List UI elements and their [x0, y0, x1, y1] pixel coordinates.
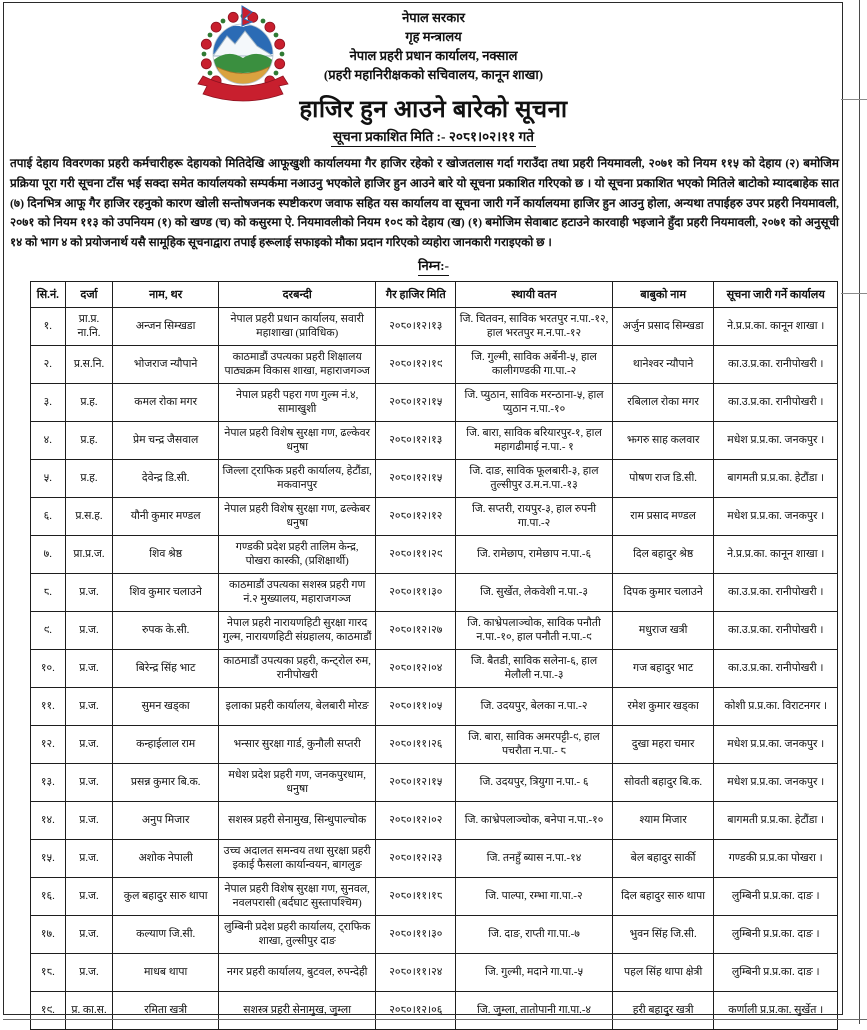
cell-father_name: गज बहादुर भाट [612, 649, 714, 687]
cell-posting: गण्डकी प्रदेश प्रहरी तालिम केन्द्र, पोखरा कास्की, (प्रशिक्षार्थी) [219, 535, 376, 573]
personnel-table [30, 281, 838, 1030]
cell-issuing_office: लुम्बिनी प्र.प्र.का. दाङ । [714, 953, 838, 991]
cell-sn: ५. [31, 459, 66, 497]
cell-posting: जिल्ला ट्राफिक प्रहरी कार्यालय, हेटौंडा, मकवानपुर [219, 459, 376, 497]
cell-issuing_office: ने.प्र.प्र.का. कानून शाखा । [714, 307, 838, 345]
cell-absent_date: २०८०।१२।१३ [376, 307, 456, 345]
cell-name: कमल रोका मगर [113, 383, 219, 421]
cell-sn: १०. [31, 649, 66, 687]
cell-name: बिरेन्द्र सिंह भाट [113, 649, 219, 687]
cell-father_name: दिपक कुमार चलाउने [612, 573, 714, 611]
scan-edge-line [859, 0, 861, 1024]
table-row [31, 915, 838, 953]
table-row [31, 763, 838, 801]
cell-issuing_office: ने.प्र.प्र.का. कानून शाखा । [714, 535, 838, 573]
cell-father_name: राम प्रसाद मण्डल [612, 497, 714, 535]
header-row [31, 281, 838, 307]
cell-posting: नेपाल प्रहरी विशेष सुरक्षा गण, ढल्केवर धनुषा [219, 421, 376, 459]
table-row [31, 687, 838, 725]
cell-permanent_address: जि. प्युठान, साविक मरन्ठाना-५, हाल प्युठान न.पा.-१० [456, 383, 613, 421]
office-name: नेपाल प्रहरी प्रधान कार्यालय, नक्साल [349, 48, 518, 63]
table-row [31, 345, 838, 383]
cell-posting: भन्सार सुरक्षा गार्ड, कुनौली सप्तरी [219, 725, 376, 763]
cell-name: कन्हाईलाल राम [113, 725, 219, 763]
personnel-table-body [31, 307, 838, 1029]
cell-rank: प्र.स.ह. [65, 497, 113, 535]
cell-permanent_address: जि. जुम्ला, तातोपानी गा.पा.-४ [456, 991, 613, 1029]
cell-rank: प्र.ह. [65, 383, 113, 421]
cell-name: प्रेम चन्द्र जैसवाल [113, 421, 219, 459]
cell-permanent_address: जि. काभ्रेपलाञ्चोक, बनेपा न.पा.-१० [456, 801, 613, 839]
table-row [31, 953, 838, 991]
cell-posting: सशस्त्र प्रहरी सेनामुख, सिन्धुपाल्चोक [219, 801, 376, 839]
cell-father_name: दिल बहादुर सारु थापा [612, 877, 714, 915]
cell-issuing_office: कर्णाली प्र.प्र.का. सुर्खेत । [714, 991, 838, 1029]
ministry-name: गृह मन्त्रालय [405, 29, 462, 44]
cell-sn: १५. [31, 839, 66, 877]
published-date: सूचना प्रकाशित मिति :- २०८१।०२।११ गते [331, 127, 536, 147]
cell-sn: ८. [31, 573, 66, 611]
cell-name: कुल बहादुर सारु थापा [113, 877, 219, 915]
table-row [31, 459, 838, 497]
col-header-posting: दरबन्दी [219, 281, 376, 307]
cell-rank: प्र.ह. [65, 421, 113, 459]
cell-absent_date: २०८०।११।२६ [376, 725, 456, 763]
cell-permanent_address: जि. तनहुँ ब्यास न.पा.-१४ [456, 839, 613, 877]
cell-permanent_address: जि. गुल्मी, साविक अर्बेनी-५, हाल कालीगण्डकी गा.पा.-२ [456, 345, 613, 383]
cell-issuing_office: मधेश प्र.प्र.का. जनकपुर । [714, 421, 838, 459]
cell-name: अनुप मिजार [113, 801, 219, 839]
cell-name: यौनी कुमार मण्डल [113, 497, 219, 535]
government-name: नेपाल सरकार [402, 10, 465, 25]
cell-issuing_office: मधेश प्र.प्र.का. जनकपुर । [714, 497, 838, 535]
table-row [31, 535, 838, 573]
table-row [31, 839, 838, 877]
cell-permanent_address: जि. सप्तरी, रायपुर-३, हाल रुपनी गा.पा.-२ [456, 497, 613, 535]
cell-issuing_office: बागमती प्र.प्र.का. हेटौंडा । [714, 801, 838, 839]
cell-name: देवेन्द्र डि.सी. [113, 459, 219, 497]
cell-name: रुपक के.सी. [113, 611, 219, 649]
cell-absent_date: २०८०।११।३० [376, 573, 456, 611]
cell-permanent_address: जि. बारा, साविक अमरपट्टी-९, हाल पचरौता न.पा.- ८ [456, 725, 613, 763]
notice-title: हाजिर हुन आउने बारेको सूचना [299, 97, 568, 123]
cell-issuing_office: लुम्बिनी प्र.प्र.का. दाङ । [714, 877, 838, 915]
cell-sn: ४. [31, 421, 66, 459]
cell-name: रमिता खत्री [113, 991, 219, 1029]
scan-edge-tick [841, 293, 867, 294]
cell-posting: नेपाल प्रहरी विशेष सुरक्षा गण, सुनवल, नवलपरासी (बर्दघाट सुस्तापश्चिम) [219, 877, 376, 915]
table-row [31, 877, 838, 915]
cell-sn: १२. [31, 725, 66, 763]
cell-posting: सशस्त्र प्रहरी सेनामुख, जुम्ला [219, 991, 376, 1029]
cell-absent_date: २०८०।१२।०६ [376, 991, 456, 1029]
cell-rank: प्र. का.स. [65, 991, 113, 1029]
table-row [31, 573, 838, 611]
cell-rank: प्र.ज. [65, 687, 113, 725]
table-row [31, 725, 838, 763]
cell-issuing_office: बागमती प्र.प्र.का. हेटौंडा । [714, 459, 838, 497]
cell-sn: १८. [31, 953, 66, 991]
cell-sn: १७. [31, 915, 66, 953]
cell-absent_date: २०८०।१२।१३ [376, 421, 456, 459]
letterhead [0, 0, 867, 147]
cell-name: माधब थापा [113, 953, 219, 991]
cell-absent_date: २०८०।११।२९ [376, 535, 456, 573]
cell-permanent_address: जि. दाङ, साविक फूलबारी-३, हाल तुल्सीपुर उ.म.न.पा.-१३ [456, 459, 613, 497]
cell-father_name: रबिलाल रोका मगर [612, 383, 714, 421]
cell-rank: प्र.ज. [65, 953, 113, 991]
cell-posting: नेपाल प्रहरी विशेष सुरक्षा गण, ढल्केबर धनुषा [219, 497, 376, 535]
cell-issuing_office: का.उ.प्र.का. रानीपोखरी । [714, 649, 838, 687]
cell-permanent_address: जि. दाङ, राप्ती गा.पा.-७ [456, 915, 613, 953]
cell-permanent_address: जि. रामेछाप, रामेछाप न.पा.-६ [456, 535, 613, 573]
col-header-name: नाम, थर [113, 281, 219, 307]
cell-rank: प्र.ज. [65, 915, 113, 953]
col-header-father-name: बाबुको नाम [612, 281, 714, 307]
cell-posting: काठमाडौं उपत्यका प्रहरी, कन्ट्रोल रुम, रानीपोखरी [219, 649, 376, 687]
cell-permanent_address: जि. पाल्पा, रम्भा गा.पा.-२ [456, 877, 613, 915]
cell-rank: प्रा.प्र.ज. [65, 535, 113, 573]
cell-absent_date: २०८०।१२।१५ [376, 383, 456, 421]
cell-sn: ६. [31, 497, 66, 535]
cell-rank: प्र.ज. [65, 877, 113, 915]
cell-sn: ७. [31, 535, 66, 573]
cell-father_name: दिल बहादुर श्रेष्ठ [612, 535, 714, 573]
cell-absent_date: २०८०।११।३० [376, 915, 456, 953]
cell-posting: मधेश प्रदेश प्रहरी गण, जनकपुरधाम, धनुषा [219, 763, 376, 801]
cell-father_name: थानेश्वर न्यौपाने [612, 345, 714, 383]
cell-posting: काठमाडौं उपत्यका सशस्त्र प्रहरी गण नं.२ मुख्यालय, महाराजगञ्ज [219, 573, 376, 611]
cell-issuing_office: कोशी प्र.प्र.का. विराटनगर । [714, 687, 838, 725]
cell-permanent_address: जि. चितवन, साविक भरतपुर न.पा.-१२, हाल भरतपुर म.न.पा.-१२ [456, 307, 613, 345]
notice-body-paragraph: तपाई देहाय विवरणका प्रहरी कर्मचारीहरू देहायको मितिदेखि आफूखुशी कार्यालयमा गैर हाजिर रहेको र खोजतलास गर्दा गराउँदा तथा प्रहरी नियमावली, २०७१ को नियम ११५ को देहाय (२) बमोजिम प्रक्रिया पूरा गरी सूचना टाँस भई सक्दा समेत कार्यालयको सम्पर्कमा नआउनु भएकोले हाजिर हुन आउने बारे यो सूचना प्रकाशित गरिएको छ । यो सूचना प्रकाशित भएको मितिले बाटोको म्यादबाहेक सात (७) दिनभित्र आफू गैर हाजिर रहनुको कारण खोली सन्तोषजनक स्पष्टीकरण जवाफ सहित यस कार्यालय वा सूचना जारी गर्ने कार्यालयमा हाजिर हुन आउनु होला, अन्यथा तपाईहरु उपर प्रहरी नियमावली, २०७१ को नियम ११३ को उपनियम (१) को खण्ड (च) को कसुरमा ऐ. नियमावलीको नियम १०९ को देहाय (ख) (१) बमोजिम सेवाबाट हटाउने कारवाही भइजाने हुँदा प्रहरी नियमावली, २०७१ को अनुसूची १४ को भाग ४ को प्रयोजनार्थ यसै सामूहिक सूचनाद्वारा तपाई हरूलाई सफाइको मौका प्रदान गरिएको व्यहोरा जानकारी गराइएको छ । [10, 156, 839, 250]
cell-posting: लुम्बिनी प्रदेश प्रहरी कार्यालय, ट्राफिक शाखा, तुल्सीपुर दाङ [219, 915, 376, 953]
cell-father_name: मधुराज खत्री [612, 611, 714, 649]
cell-sn: ११. [31, 687, 66, 725]
cell-issuing_office: का.उ.प्र.का. रानीपोखरी । [714, 611, 838, 649]
cell-rank: प्र.ह. [65, 459, 113, 497]
cell-issuing_office: का.उ.प्र.का. रानीपोखरी । [714, 573, 838, 611]
cell-rank: प्र.ज. [65, 611, 113, 649]
cell-posting: काठमाडौं उपत्यका प्रहरी शिक्षालय पाठ्यक्रम विकास शाखा, महाराजगञ्ज [219, 345, 376, 383]
table-row [31, 383, 838, 421]
cell-absent_date: २०८०।१२।२३ [376, 839, 456, 877]
cell-name: कल्याण जि.सी. [113, 915, 219, 953]
table-row [31, 801, 838, 839]
cell-issuing_office: मधेश प्र.प्र.का. जनकपुर । [714, 763, 838, 801]
cell-father_name: सोवती बहादुर बि.क. [612, 763, 714, 801]
cell-rank: प्र.ज. [65, 649, 113, 687]
cell-father_name: श्याम मिजार [612, 801, 714, 839]
cell-rank: प्र.ज. [65, 725, 113, 763]
cell-issuing_office: का.उ.प्र.का. रानीपोखरी । [714, 383, 838, 421]
cell-permanent_address: जि. बारा, साविक बरियारपुर-१, हाल महागढीमाई न.पा.- १ [456, 421, 613, 459]
col-header-absent-date: गैर हाजिर मिति [376, 281, 456, 307]
list-label-wrap [0, 256, 867, 276]
cell-name: अशोक नेपाली [113, 839, 219, 877]
cell-absent_date: २०८०।१२।२७ [376, 611, 456, 649]
cell-sn: २. [31, 345, 66, 383]
table-row [31, 649, 838, 687]
cell-absent_date: २०८०।१२।०४ [376, 649, 456, 687]
cell-permanent_address: जि. काभ्रेपलाञ्चोक, साविक पनौती न.पा.-१०, हाल पनौती न.पा.-९ [456, 611, 613, 649]
cell-father_name: भुवन सिंह जि.सी. [612, 915, 714, 953]
cell-absent_date: २०८०।११।०५ [376, 687, 456, 725]
personnel-table-header [31, 281, 838, 307]
cell-posting: नेपाल प्रहरी पहरा गण गुल्म नं.४, सामाखुशी [219, 383, 376, 421]
list-label: निम्न:- [418, 256, 449, 276]
cell-sn: १. [31, 307, 66, 345]
cell-absent_date: २०८०।११।२४ [376, 953, 456, 991]
cell-name: प्रसन्न कुमार बि.क. [113, 763, 219, 801]
table-row [31, 421, 838, 459]
nepal-emblem-icon [193, 4, 293, 108]
col-header-issuing-office: सूचना जारी गर्ने कार्यालय [714, 281, 838, 307]
cell-absent_date: २०८०।१२।१५ [376, 459, 456, 497]
cell-absent_date: २०८०।१२।१२ [376, 497, 456, 535]
cell-sn: १३. [31, 763, 66, 801]
col-header-rank: दर्जा [65, 281, 113, 307]
cell-name: सुमन खड्का [113, 687, 219, 725]
table-row [31, 497, 838, 535]
table-row [31, 611, 838, 649]
cell-sn: १४. [31, 801, 66, 839]
cell-father_name: हरी बहादुर खत्री [612, 991, 714, 1029]
cell-rank: प्र.स.नि. [65, 345, 113, 383]
cell-permanent_address: जि. उदयपुर, त्रियुगा न.पा.- ६ [456, 763, 613, 801]
cell-posting: उच्च अदालत समन्वय तथा सुरक्षा प्रहरी इकाई फैसला कार्यान्वयन, बागलुङ [219, 839, 376, 877]
cell-father_name: पहल सिंह थापा क्षेत्री [612, 953, 714, 991]
col-header-permanent-address: स्थायी वतन [456, 281, 613, 307]
cell-issuing_office: गण्डकी प्र.प्र.का पोखरा । [714, 839, 838, 877]
cell-rank: प्र.ज. [65, 573, 113, 611]
cell-posting: नगर प्रहरी कार्यालय, बुटवल, रुपन्देही [219, 953, 376, 991]
cell-rank: प्र.ज. [65, 763, 113, 801]
cell-father_name: बेल बहादुर सार्की [612, 839, 714, 877]
cell-sn: ३. [31, 383, 66, 421]
cell-permanent_address: जि. बैतडी, साविक सलेना-६, हाल मेलौली न.पा.-३ [456, 649, 613, 687]
cell-absent_date: २०८०।१२।०२ [376, 801, 456, 839]
cell-name: अन्जन सिम्खडा [113, 307, 219, 345]
table-row [31, 307, 838, 345]
cell-issuing_office: लुम्बिनी प्र.प्र.का. दाङ । [714, 915, 838, 953]
cell-permanent_address: जि. गुल्मी, मदाने गा.पा.-५ [456, 953, 613, 991]
cell-absent_date: २०८०।१२।१९ [376, 345, 456, 383]
cell-absent_date: २०८०।१२।१५ [376, 763, 456, 801]
cell-issuing_office: का.उ.प्र.का. रानीपोखरी । [714, 345, 838, 383]
cell-posting: इलाका प्रहरी कार्यालय, बेलबारी मोरङ [219, 687, 376, 725]
cell-permanent_address: जि. उदयपुर, बेलका न.पा.-२ [456, 687, 613, 725]
cell-father_name: दुखा महरा चमार [612, 725, 714, 763]
cell-rank: प्रा.प्र. ना.नि. [65, 307, 113, 345]
cell-issuing_office: मधेश प्र.प्र.का. जनकपुर । [714, 725, 838, 763]
cell-name: शिव श्रेष्ठ [113, 535, 219, 573]
cell-name: भोजराज न्यौपाने [113, 345, 219, 383]
cell-rank: प्र.ज. [65, 839, 113, 877]
cell-father_name: अर्जुन प्रसाद सिम्खडा [612, 307, 714, 345]
scan-bottom-line [3, 1019, 867, 1020]
cell-father_name: झगरु साह कलवार [612, 421, 714, 459]
sub-office-name: (प्रहरी महानिरीक्षकको सचिवालय, कानून शाखा) [323, 67, 544, 82]
col-header-sn: सि.नं. [31, 281, 66, 307]
cell-posting: नेपाल प्रहरी प्रधान कार्यालय, सवारी महाशाखा (प्राविधिक) [219, 307, 376, 345]
cell-permanent_address: जि. सुर्खेत, लेकवेशी न.पा.-३ [456, 573, 613, 611]
cell-sn: १९. [31, 991, 66, 1029]
cell-father_name: पोषण राज डि.सी. [612, 459, 714, 497]
cell-father_name: रमेश कुमार खड्का [612, 687, 714, 725]
cell-rank: प्र.ज. [65, 801, 113, 839]
cell-absent_date: २०८०।११।१८ [376, 877, 456, 915]
cell-name: शिव कुमार चलाउने [113, 573, 219, 611]
cell-sn: ९. [31, 611, 66, 649]
cell-posting: नेपाल प्रहरी नारायणहिटी सुरक्षा गारद गुल्म, नारायणहिटी संग्रहालय, काठमाडौं [219, 611, 376, 649]
cell-sn: १६. [31, 877, 66, 915]
